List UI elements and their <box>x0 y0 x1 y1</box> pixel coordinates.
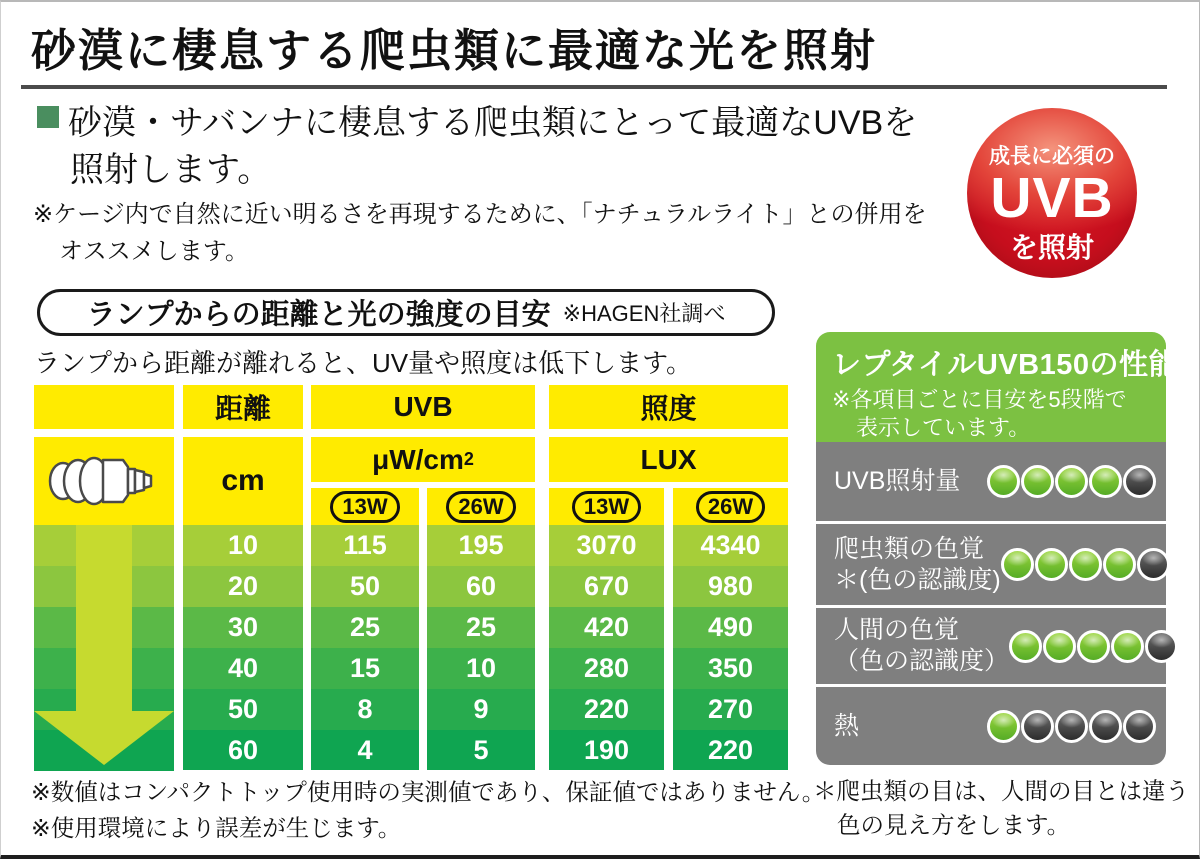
rating-dot-icon <box>1069 548 1102 581</box>
rating-dot-icon <box>1145 630 1178 663</box>
table-cell: 50 <box>311 566 419 607</box>
table-cell: 50 <box>183 689 303 730</box>
lead-copy <box>37 100 917 194</box>
col-header-distance: 距離 <box>183 385 303 429</box>
rating-dot-icon <box>1077 630 1110 663</box>
lamp-column-header-spacer <box>34 385 174 429</box>
rating-dot-icon <box>987 710 1020 743</box>
table-cell: 10 <box>183 525 303 566</box>
rating-dot-icon <box>987 465 1020 498</box>
distance-section-title: ランプからの距離と光の強度の目安 <box>86 299 551 331</box>
rating-dot-icon <box>1123 465 1156 498</box>
performance-note: ※各項目ごとに目安を5段階で 表示しています。 <box>832 387 1127 440</box>
badge-bottom-text: を照射 <box>1009 232 1094 263</box>
rating-dot-icon <box>1043 630 1076 663</box>
down-arrow-head-icon <box>34 711 174 765</box>
rating-dot-icon <box>1089 710 1122 743</box>
uvb-26w-column <box>427 525 535 770</box>
rating-dot-icon <box>1001 548 1034 581</box>
lux-26w-column <box>673 525 788 770</box>
table-cell: 8 <box>311 689 419 730</box>
table-cell: 4340 <box>673 525 788 566</box>
table-cell: 115 <box>311 525 419 566</box>
table-cell: 25 <box>311 607 419 648</box>
performance-row-uvb: UVB照射量 <box>816 442 1166 521</box>
title-underline <box>21 85 1167 89</box>
performance-panel-header <box>816 332 1179 442</box>
page-title: 砂漠に棲息する爬虫類に最適な光を照射 <box>31 25 878 76</box>
table-cell: 490 <box>673 607 788 648</box>
table-cell: 270 <box>673 689 788 730</box>
rating-dots <box>1009 630 1178 663</box>
rating-dot-icon <box>1111 630 1144 663</box>
table-cell: 280 <box>549 648 664 689</box>
table-cell: 15 <box>311 648 419 689</box>
lead-line2: 照射します。 <box>70 151 272 189</box>
col-header-cm: cm <box>183 437 303 525</box>
lead-line1: 砂漠・サバンナに棲息する爬虫類にとって最適なUVBを <box>37 100 917 147</box>
rating-dot-icon <box>1035 548 1068 581</box>
table-cell: 980 <box>673 566 788 607</box>
rating-dot-icon <box>1103 548 1136 581</box>
lux-26w-header: 26W <box>673 488 788 525</box>
distance-section-source: ※HAGEN社調べ <box>562 301 726 326</box>
table-cell: 190 <box>549 730 664 770</box>
table-cell: 60 <box>427 566 535 607</box>
col-group-lux: 照度 <box>549 385 788 429</box>
table-cell: 670 <box>549 566 664 607</box>
table-cell: 25 <box>427 607 535 648</box>
uvb-13w-header: 13W <box>311 488 419 525</box>
table-cell: 20 <box>183 566 303 607</box>
footnote-left: ※数値はコンパクトトップ使用時の実測値であり、保証値ではありません。 ※使用環境により誤差が生じます。 <box>31 779 826 841</box>
bullet-square-icon <box>37 106 59 128</box>
distance-table <box>34 384 788 770</box>
cfl-lamp-icon <box>43 451 165 511</box>
lead-note-line1: ※ケージ内で自然に近い明るさを再現するために、「ナチュラルライト」との併用を <box>33 201 927 228</box>
rating-dot-icon <box>1123 710 1156 743</box>
lead-note-line2: オススメします。 <box>59 238 249 265</box>
table-cell: 220 <box>673 730 788 770</box>
performance-row-reptile-color: 爬虫類の色覚 ＊(色の認識度) <box>816 521 1166 605</box>
performance-panel <box>816 332 1179 765</box>
table-cell: 9 <box>427 689 535 730</box>
performance-title: レプタイルUVB150の性能 <box>832 349 1179 381</box>
footnote-right: ＊爬虫類の目は、人間の目とは違う 色の見え方をします。 <box>813 778 1189 838</box>
table-cell: 40 <box>183 648 303 689</box>
rating-dot-icon <box>1021 710 1054 743</box>
table-cell: 3070 <box>549 525 664 566</box>
rating-dot-icon <box>1137 548 1170 581</box>
table-cell: 420 <box>549 607 664 648</box>
performance-row-human-color: 人間の色覚 （色の認識度） <box>816 605 1166 684</box>
table-cell: 60 <box>183 730 303 770</box>
rating-dot-icon <box>1055 710 1088 743</box>
table-cell: 10 <box>427 648 535 689</box>
uvb-26w-header: 26W <box>427 488 535 525</box>
badge-main-text: UVB <box>990 166 1114 230</box>
badge-top-text: 成長に必須の <box>989 145 1115 168</box>
performance-panel-body <box>816 442 1166 765</box>
table-cell: 350 <box>673 648 788 689</box>
rating-dot-icon <box>1089 465 1122 498</box>
arrow-column <box>34 525 174 770</box>
rating-dot-icon <box>1021 465 1054 498</box>
distance-values-column <box>183 525 303 770</box>
lux-unit-cell: LUX <box>549 437 788 482</box>
lux-13w-column <box>549 525 664 770</box>
uvb-unit-cell: μW/cm 2 <box>311 437 535 482</box>
distance-section-box <box>37 289 775 336</box>
rating-dots <box>987 710 1156 743</box>
performance-row-heat: 熱 <box>816 684 1166 765</box>
uvb-13w-column <box>311 525 419 770</box>
table-cell: 220 <box>549 689 664 730</box>
col-group-uvb: UVB <box>311 385 535 429</box>
table-cell: 5 <box>427 730 535 770</box>
distance-caption: ランプから距離が離れると、UV量や照度は低下します。 <box>34 348 693 378</box>
uvb-badge <box>967 108 1137 278</box>
table-cell: 4 <box>311 730 419 770</box>
rating-dot-icon <box>1009 630 1042 663</box>
rating-dot-icon <box>1055 465 1088 498</box>
table-cell: 195 <box>427 525 535 566</box>
table-cell: 30 <box>183 607 303 648</box>
lead-note <box>33 196 926 270</box>
rating-dots <box>987 465 1156 498</box>
lux-13w-header: 13W <box>549 488 664 525</box>
down-arrow-shaft <box>76 525 132 711</box>
lamp-cell <box>34 437 174 525</box>
rating-dots <box>1001 548 1170 581</box>
